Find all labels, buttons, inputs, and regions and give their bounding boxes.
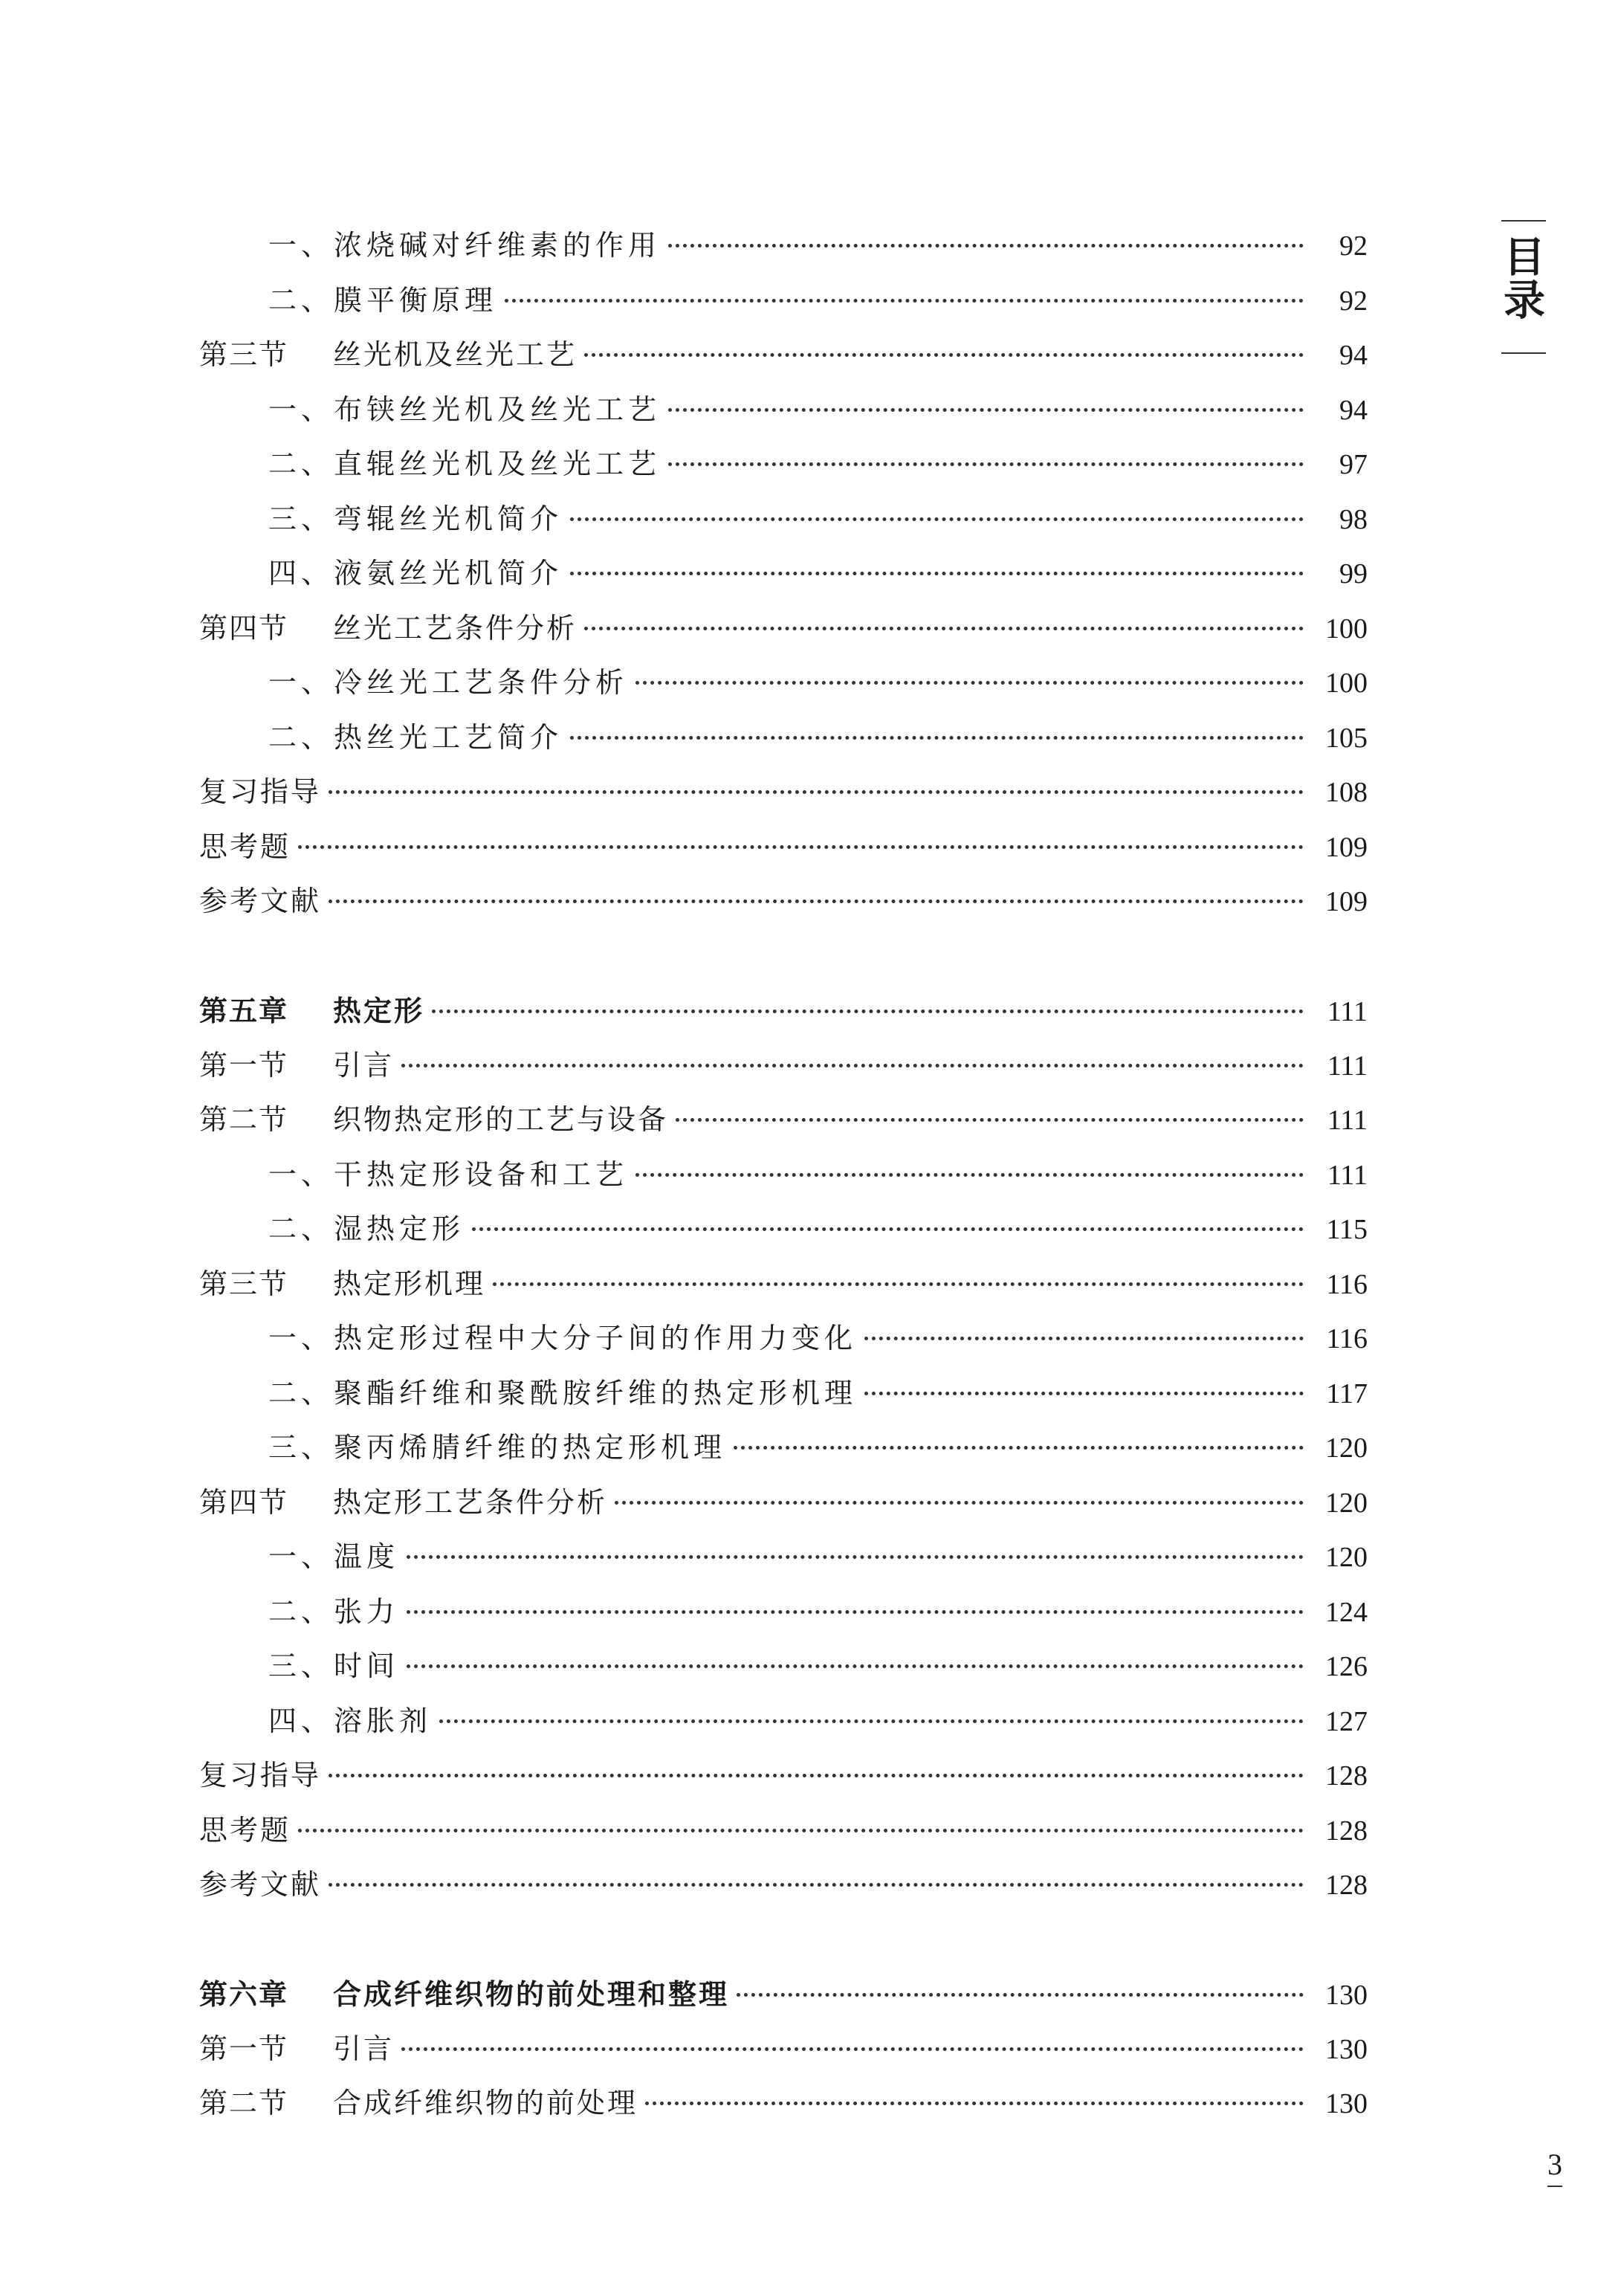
toc-entry-section: [199, 2022, 1368, 2077]
toc-entry-plain: [199, 1748, 1368, 1803]
toc-entry-page: 120: [1325, 1542, 1368, 1573]
toc-entry-item: [199, 492, 1368, 547]
toc-entry-page: 117: [1326, 1377, 1368, 1409]
toc-entry-page: 100: [1325, 668, 1368, 699]
toc-entry-title: 复习指导: [199, 1759, 322, 1792]
toc-entry-label: 第二节: [199, 1103, 289, 1136]
toc-entry-title: 丝光机及丝光工艺: [333, 338, 578, 371]
toc-entry-page: 120: [1325, 1487, 1368, 1519]
dot-leader: [570, 572, 1304, 575]
toc-entry-title: 热定形: [333, 994, 425, 1027]
table-of-contents: [199, 219, 1368, 2131]
toc-entry-title: 三、聚丙烯腈纤维的热定形机理: [268, 1431, 727, 1464]
toc-entry-title: 三、弯辊丝光机简介: [268, 502, 563, 535]
toc-entry-item: [199, 219, 1368, 274]
dot-leader: [734, 1446, 1304, 1450]
toc-entry-page: 124: [1325, 1596, 1368, 1628]
dot-leader: [584, 627, 1304, 630]
toc-entry-label: 第一节: [199, 2032, 289, 2065]
toc-entry-label: 第五章: [199, 994, 289, 1027]
dot-leader: [432, 1010, 1304, 1013]
toc-entry-page: 94: [1339, 340, 1368, 371]
toc-entry-item: [199, 656, 1368, 711]
dot-leader: [737, 1993, 1304, 1997]
toc-entry-page: 127: [1325, 1705, 1368, 1737]
dot-leader: [505, 299, 1304, 303]
toc-entry-page: 128: [1325, 1760, 1368, 1792]
dot-leader: [864, 1337, 1304, 1340]
toc-entry-chapter: [199, 983, 1368, 1039]
dot-leader: [439, 1719, 1304, 1723]
dot-leader: [407, 1610, 1304, 1614]
toc-entry-title: 一、布铗丝光机及丝光工艺: [268, 393, 661, 426]
toc-entry-title: 一、温度: [268, 1540, 400, 1573]
toc-entry-section: [199, 328, 1368, 383]
toc-entry-title: 思考题: [199, 1813, 291, 1847]
dot-leader: [329, 1774, 1304, 1777]
dot-leader: [615, 1501, 1304, 1505]
toc-entry-page: 130: [1325, 2033, 1368, 2065]
toc-entry-page: 116: [1326, 1323, 1368, 1354]
toc-entry-title: 二、张力: [268, 1595, 400, 1628]
toc-entry-page: 109: [1325, 886, 1368, 917]
toc-entry-page: 108: [1325, 777, 1368, 808]
toc-entry-title: 参考文献: [199, 885, 322, 917]
toc-entry-page: 109: [1325, 831, 1368, 863]
toc-entry-title: 一、干热定形设备和工艺: [268, 1157, 629, 1191]
side-tab-top-rule: [1501, 220, 1546, 222]
toc-entry-page: 111: [1327, 1159, 1368, 1191]
toc-entry-title: 二、膜平衡原理: [268, 283, 498, 317]
toc-entry-page: 99: [1339, 558, 1368, 590]
toc-entry-page: 128: [1325, 1870, 1368, 1901]
toc-entry-item: [199, 1202, 1368, 1257]
dot-leader: [570, 517, 1304, 521]
toc-entry-title: 四、液氨丝光机简介: [268, 557, 563, 590]
dot-leader: [635, 1173, 1304, 1177]
toc-entry-section: [199, 1093, 1368, 1148]
toc-entry-title: 二、热丝光工艺简介: [268, 720, 563, 754]
dot-leader: [668, 408, 1304, 412]
toc-entry-title: 参考文献: [199, 1868, 322, 1901]
toc-entry-page: 115: [1326, 1214, 1368, 1245]
dot-leader: [401, 2047, 1304, 2051]
toc-entry-plain: [199, 1858, 1368, 1913]
toc-entry-item: [199, 1311, 1368, 1366]
dot-leader: [668, 244, 1304, 248]
toc-entry-section: [199, 1039, 1368, 1094]
toc-entry-label: 第一节: [199, 1048, 289, 1082]
toc-entry-label: 第二节: [199, 2087, 289, 2119]
toc-entry-section: [199, 2076, 1368, 2131]
toc-entry-page: 100: [1325, 613, 1368, 645]
toc-entry-label: 第三节: [199, 338, 289, 371]
toc-entry-title: 二、直辊丝光机及丝光工艺: [268, 448, 661, 480]
dot-leader: [401, 1064, 1304, 1067]
toc-entry-plain: [199, 874, 1368, 929]
toc-entry-item: [199, 1148, 1368, 1203]
toc-entry-page: 130: [1325, 1980, 1368, 2011]
toc-entry-title: 四、溶胀剂: [268, 1704, 433, 1737]
toc-entry-title: 合成纤维织物的前处理和整理: [333, 1977, 730, 2011]
dot-leader: [493, 1282, 1304, 1286]
toc-entry-title: 二、聚酯纤维和聚酰胺纤维的热定形机理: [268, 1376, 858, 1409]
toc-entry-page: 97: [1339, 449, 1368, 480]
toc-entry-item: [199, 1694, 1368, 1749]
toc-entry-item: [199, 1585, 1368, 1640]
toc-entry-item: [199, 1366, 1368, 1421]
toc-entry-title: 三、时间: [268, 1650, 400, 1682]
side-tab-bottom-rule: [1501, 352, 1546, 354]
toc-entry-page: 105: [1325, 722, 1368, 754]
toc-entry-page: 98: [1339, 503, 1368, 535]
side-tab-label: 目录: [1497, 235, 1545, 321]
dot-leader: [329, 790, 1304, 794]
toc-entry-title: 织物热定形的工艺与设备: [333, 1103, 669, 1136]
dot-leader: [329, 1883, 1304, 1887]
toc-entry-title: 一、热定形过程中大分子间的作用力变化: [268, 1322, 858, 1354]
toc-entry-title: 引言: [333, 1048, 395, 1082]
dot-leader: [329, 899, 1304, 903]
toc-entry-section: [199, 601, 1368, 656]
side-tab: [1497, 220, 1546, 354]
toc-entry-label: 第四节: [199, 1485, 289, 1519]
dot-leader: [645, 2102, 1304, 2105]
toc-entry-title: 热定形工艺条件分析: [333, 1485, 608, 1519]
toc-entry-page: 92: [1339, 230, 1368, 262]
dot-leader: [298, 845, 1304, 849]
toc-entry-item: [199, 1639, 1368, 1694]
toc-entry-page: 120: [1325, 1432, 1368, 1464]
toc-entry-page: 94: [1339, 394, 1368, 426]
toc-entry-title: 一、冷丝光工艺条件分析: [268, 666, 629, 699]
toc-entry-title: 复习指导: [199, 775, 322, 808]
dot-leader: [584, 353, 1304, 357]
toc-entry-title: 丝光工艺条件分析: [333, 611, 578, 645]
toc-entry-title: 热定形机理: [333, 1267, 486, 1300]
toc-entry-page: 126: [1325, 1651, 1368, 1682]
toc-entry-section: [199, 1476, 1368, 1531]
toc-entry-plain: [199, 820, 1368, 875]
dot-leader: [472, 1227, 1304, 1231]
toc-entry-page: 111: [1327, 996, 1368, 1027]
toc-entry-item: [199, 711, 1368, 766]
toc-entry-title: 思考题: [199, 830, 291, 863]
toc-entry-item: [199, 1530, 1368, 1585]
toc-entry-title: 二、湿热定形: [268, 1212, 465, 1245]
toc-entry-item: [199, 437, 1368, 492]
dot-leader: [668, 462, 1304, 466]
toc-entry-page: 130: [1325, 2088, 1368, 2119]
page-number: 3: [1547, 2147, 1562, 2187]
toc-entry-title: 合成纤维织物的前处理: [333, 2087, 638, 2119]
toc-entry-page: 116: [1326, 1268, 1368, 1300]
toc-entry-label: 第四节: [199, 611, 289, 645]
toc-entry-plain: [199, 1803, 1368, 1858]
toc-entry-item: [199, 274, 1368, 329]
toc-entry-page: 92: [1339, 285, 1368, 317]
dot-leader: [407, 1555, 1304, 1559]
toc-entry-label: 第三节: [199, 1267, 289, 1300]
toc-entry-page: 111: [1327, 1050, 1368, 1082]
dot-leader: [864, 1392, 1304, 1395]
dot-leader: [570, 736, 1304, 740]
toc-entry-label: 第六章: [199, 1977, 289, 2011]
toc-entry-item: [199, 1421, 1368, 1476]
dot-leader: [298, 1829, 1304, 1832]
toc-entry-section: [199, 1257, 1368, 1312]
toc-entry-page: 111: [1327, 1105, 1368, 1136]
toc-entry-title: 引言: [333, 2032, 395, 2065]
toc-entry-plain: [199, 765, 1368, 820]
dot-leader: [407, 1664, 1304, 1668]
toc-entry-page: 128: [1325, 1815, 1368, 1847]
toc-entry-item: [199, 546, 1368, 601]
toc-entry-item: [199, 383, 1368, 438]
toc-entry-chapter: [199, 1967, 1368, 2022]
toc-entry-title: 一、浓烧碱对纤维素的作用: [268, 229, 661, 262]
dot-leader: [635, 681, 1304, 685]
dot-leader: [676, 1118, 1304, 1122]
